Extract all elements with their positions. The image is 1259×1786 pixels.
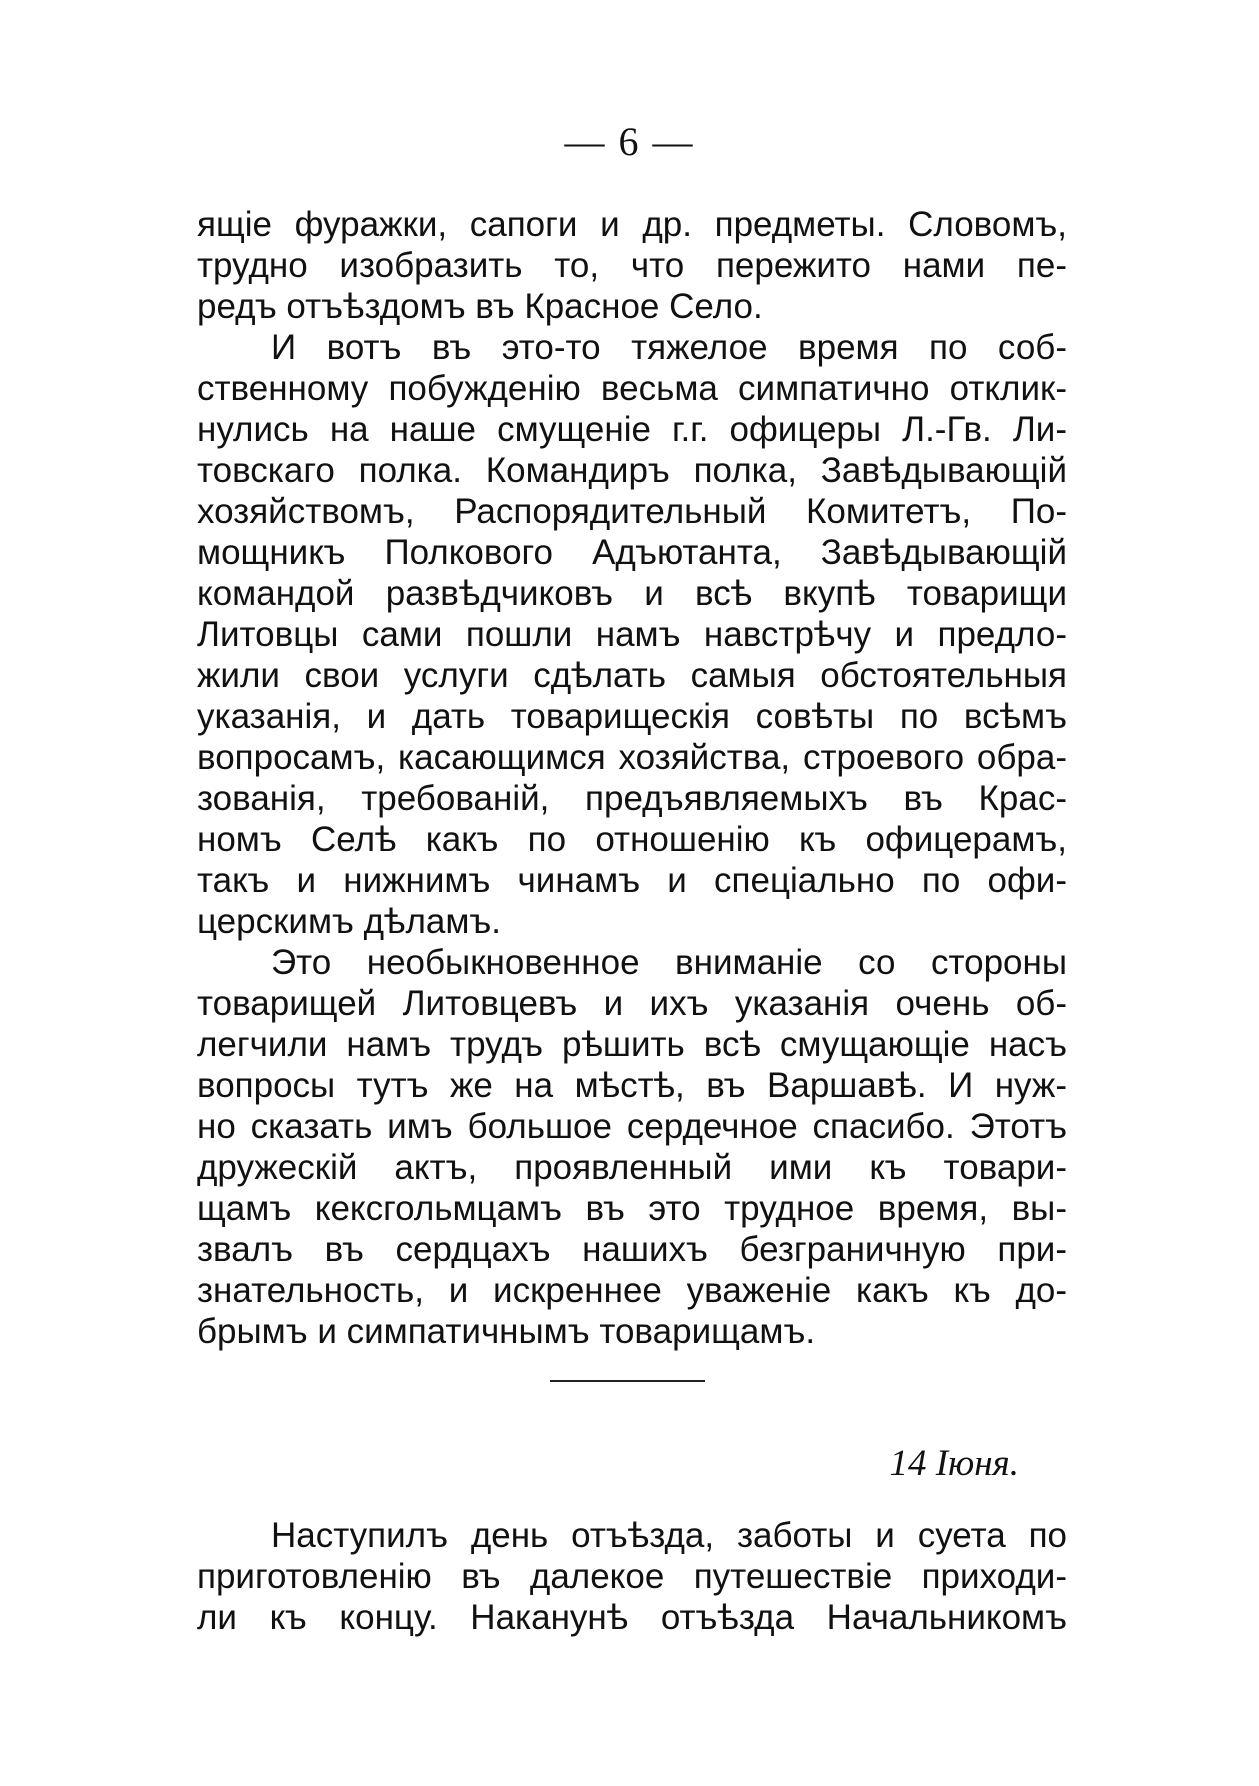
text-line: вопросамъ, касающимся хозяйства, строевого обра- — [197, 738, 1067, 777]
text-line: ящіе фуражки, сапоги и др. предметы. Словомъ, — [197, 205, 1067, 244]
text-line: но сказать имъ большое сердечное спасибо. Этотъ — [197, 1107, 1067, 1146]
text-line: знательность, и искреннее уваженіе какъ къ до- — [197, 1271, 1067, 1310]
text-line: ственному побужденію весьма симпатично отклик- — [197, 369, 1067, 408]
text-line: щамъ кексгольмцамъ въ это трудное время, вы- — [197, 1189, 1067, 1228]
section-text — [197, 1515, 1067, 1638]
text-line: дружескій актъ, проявленный ими къ товари- — [197, 1148, 1067, 1187]
text-line: хозяйствомъ, Распорядительный Комитетъ, По- — [197, 492, 1067, 531]
text-line: Наступилъ день отъѣзда, заботы и суета по — [271, 1516, 1067, 1555]
body-text — [197, 204, 1067, 1352]
text-line: такъ и нижнимъ чинамъ и спеціально по офи- — [197, 861, 1067, 900]
text-line: указанія, и дать товарищескія совѣты по всѣмъ — [197, 697, 1067, 736]
text-line: ли къ концу. Наканунѣ отъѣзда Начальникомъ — [197, 1598, 1067, 1637]
text-line: вопросы тутъ же на мѣстѣ, въ Варшавѣ. И нуж- — [197, 1066, 1067, 1105]
section-divider — [550, 1380, 705, 1382]
text-line: И вотъ въ это-то тяжелое время по соб- — [271, 328, 1067, 367]
text-line: Литовцы сами пошли намъ навстрѣчу и предло- — [197, 615, 1067, 654]
text-line: мощникъ Полкового Адъютанта, Завѣдывающій — [197, 533, 1067, 572]
text-line: приготовленію въ далекое путешествіе приходи- — [197, 1557, 1067, 1596]
section-date-heading: 14 Іюня. — [889, 1443, 1019, 1484]
text-line: брымъ и симпатичнымъ товарищамъ. — [197, 1312, 816, 1351]
text-line: жили свои услуги сдѣлать самыя обстоятельныя — [197, 656, 1067, 695]
text-line: звалъ въ сердцахъ нашихъ безграничную при- — [197, 1230, 1067, 1269]
text-line: легчили намъ трудъ рѣшить всѣ смущающіе насъ — [197, 1025, 1067, 1064]
text-line: трудно изобразить то, что пережито нами пе- — [197, 246, 1067, 285]
text-line: редъ отъѣздомъ въ Красное Село. — [197, 287, 763, 326]
page-number: — 6 — — [564, 119, 695, 164]
text-line: нулись на наше смущеніе г.г. офицеры Л.-Гв. Ли- — [197, 410, 1067, 449]
text-line: номъ Селѣ какъ по отношенію къ офицерамъ, — [197, 820, 1067, 859]
text-line: товарищей Литовцевъ и ихъ указанія очень об- — [197, 984, 1067, 1023]
text-line: Это необыкновенное вниманіе со стороны — [271, 943, 1067, 982]
text-line: командой развѣдчиковъ и всѣ вкупѣ товарищи — [197, 574, 1067, 613]
text-line: зованія, требованій, предъявляемыхъ въ Крас- — [197, 779, 1067, 818]
text-line: товскаго полка. Командиръ полка, Завѣдывающій — [197, 451, 1067, 490]
text-line: церскимъ дѣламъ. — [197, 902, 502, 941]
